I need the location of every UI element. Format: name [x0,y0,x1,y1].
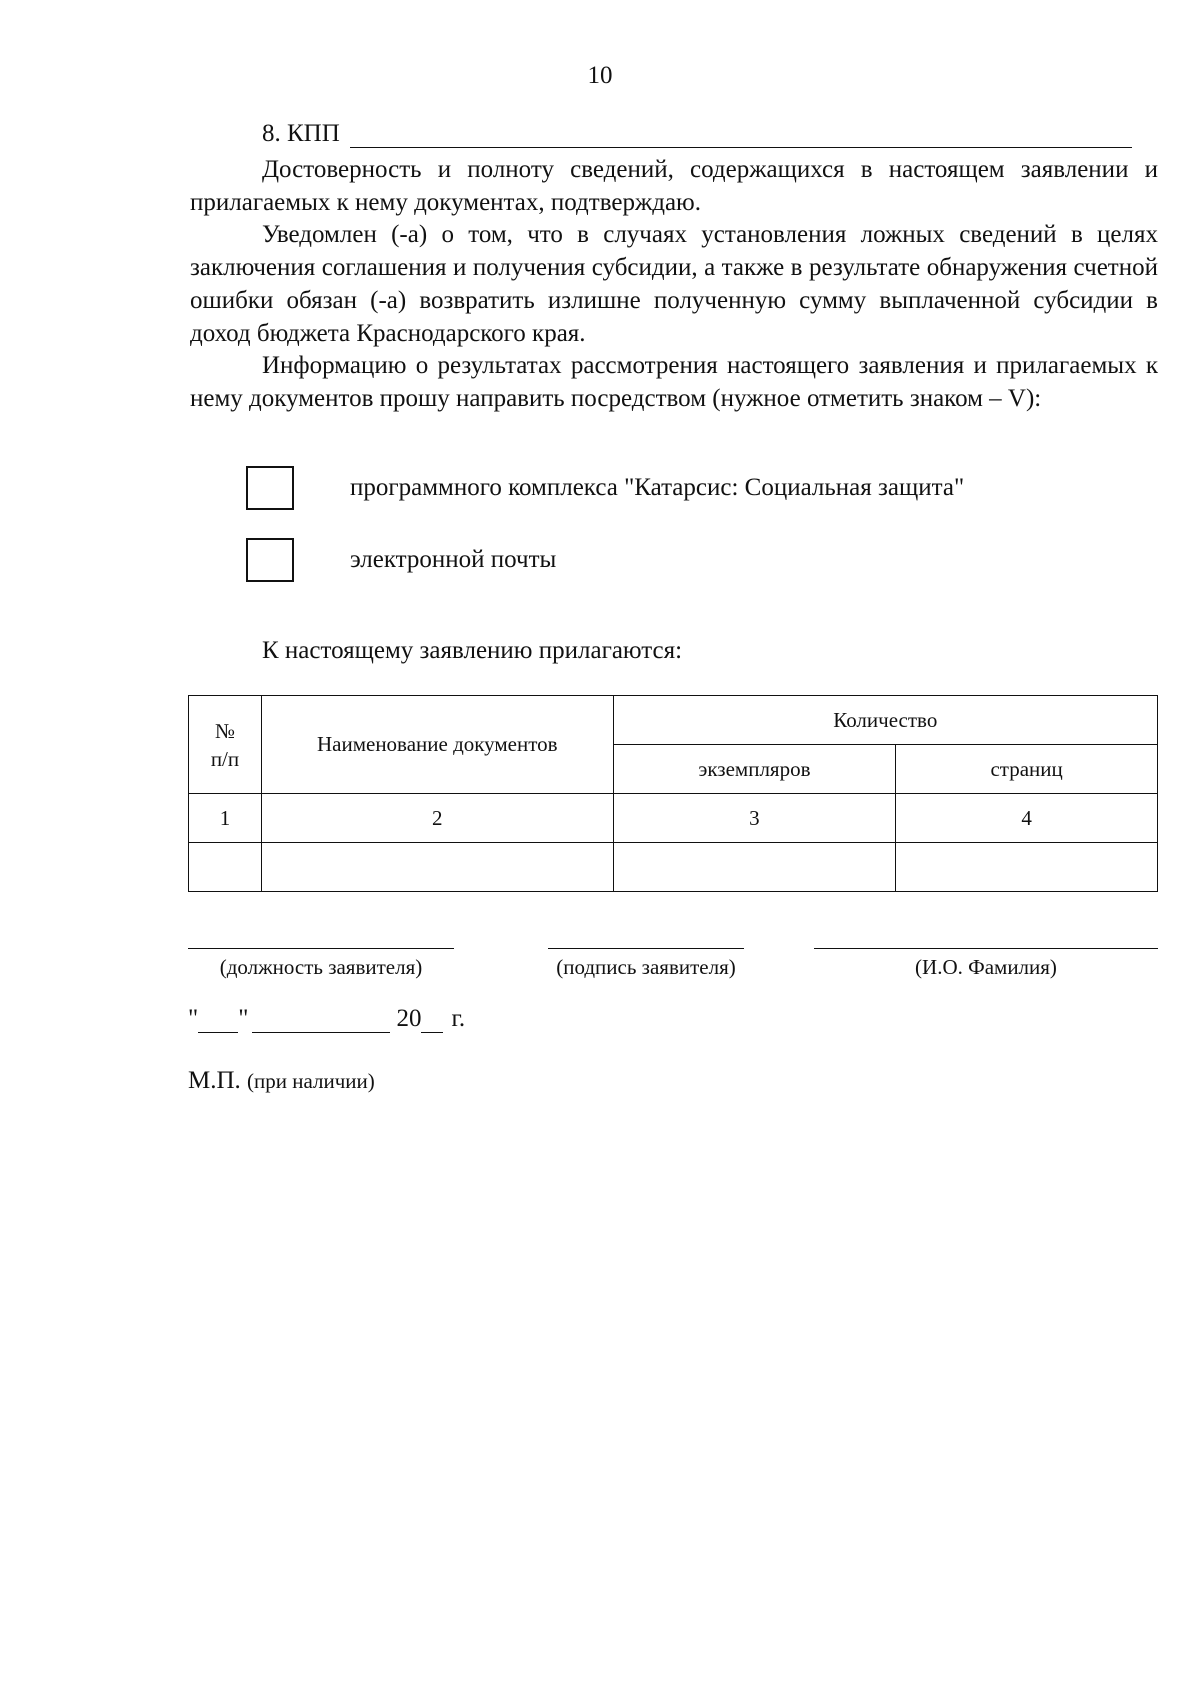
kpp-input-line[interactable] [350,123,1132,148]
signature-sign [548,948,744,980]
signature-name [814,948,1158,980]
option-email [246,538,556,582]
date-open-quote: " [188,1005,199,1032]
header-doc-name: Наименование документов [261,696,613,794]
stamp-note: (при наличии) [247,1069,375,1093]
header-num: № п/п [189,696,262,794]
kpp-label: 8. КПП [262,120,340,147]
stamp-place [188,1067,375,1095]
table-cell[interactable] [189,843,262,892]
index-cell: 3 [613,794,896,843]
name-input-line[interactable] [814,948,1158,949]
kpp-field [262,120,1132,148]
paragraph-confirmation [190,153,1158,219]
signature-position [188,948,454,980]
paragraph-delivery [190,349,1158,415]
paragraph-delivery-text: Информацию о результатах рассмотрения настоящего заявления и прилагаемых к нему документов прошу направить посредством (нужное отметить знаком – V): [190,352,1158,412]
option-email-checkbox[interactable] [246,538,294,582]
signature-input-line[interactable] [548,948,744,949]
option-email-label: электронной почты [350,546,557,573]
table-header-row [189,696,1158,745]
date-close-quote: " [238,1005,249,1032]
paragraph-notification-text: Уведомлен (-а) о том, что в случаях установления ложных сведений в целях заключения соглашения и получения субсидии, а также в результате обнаружения счетной ошибки обязан (-а) возвратить излишне полученную сумму выплаченной субсидии в доход бюджета Краснодарского края. [190,221,1158,347]
table-index-row [189,794,1158,843]
index-cell: 1 [189,794,262,843]
header-quantity: Количество [613,696,1157,745]
paragraph-confirmation-text: Достоверность и полноту сведений, содержащихся в настоящем заявлении и прилагаемых к нему документах, подтверждаю. [190,156,1158,216]
signature-caption: (подпись заявителя) [556,955,736,979]
table-cell[interactable] [261,843,613,892]
attachments-table [188,695,1158,892]
date-field [188,1005,465,1033]
name-caption: (И.О. Фамилия) [915,955,1057,979]
header-pages: страниц [896,745,1158,794]
index-cell: 2 [261,794,613,843]
date-year-prefix: 20 [396,1005,422,1032]
index-cell: 4 [896,794,1158,843]
option-katarsis-label: программного комплекса "Катарсис: Социальная защита" [350,474,965,501]
header-copies: экземпляров [613,745,896,794]
date-year-line[interactable] [421,1008,443,1033]
date-day-line[interactable] [198,1008,238,1033]
stamp-label: М.П. [188,1067,241,1094]
page-number: 10 [587,62,613,89]
option-katarsis-checkbox[interactable] [246,466,294,510]
date-month-line[interactable] [252,1008,390,1033]
attachments-title: К настоящему заявлению прилагаются: [262,637,683,664]
table-row [189,843,1158,892]
table-cell[interactable] [896,843,1158,892]
table-cell[interactable] [613,843,896,892]
paragraph-notification [190,218,1158,350]
date-year-suffix: г. [451,1005,466,1032]
position-input-line[interactable] [188,948,454,949]
option-katarsis [246,466,964,510]
position-caption: (должность заявителя) [219,955,423,979]
